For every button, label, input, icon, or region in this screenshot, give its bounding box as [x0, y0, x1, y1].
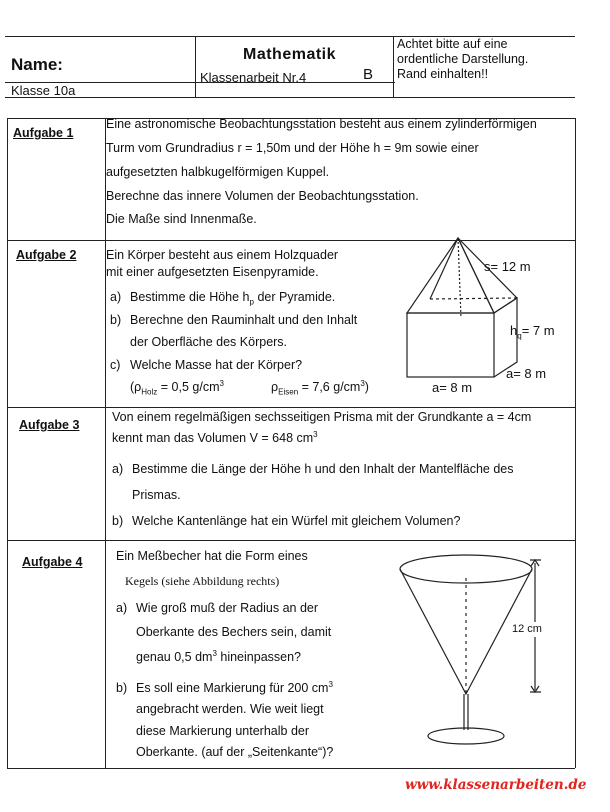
task4-intro-1: Ein Meßbecher hat die Form eines: [116, 549, 308, 563]
task2-b-line-1: Berechne den Rauminhalt und den Inhalt: [130, 313, 358, 327]
class-label: Klasse 10a: [11, 83, 76, 98]
task4-b-line-3: diese Markierung unterhalb der: [136, 724, 310, 738]
task4-b-line-4: Oberkante. (auf der „Seitenkante“)?: [136, 745, 334, 759]
fig-base-label-2: a= 8 m: [506, 366, 547, 381]
task3-a-line-1: Bestimme die Länge der Höhe h und den Inhalt der Mantelfläche des: [132, 462, 514, 476]
task3-line-1: Von einem regelmäßigen sechsseitigen Prisma mit der Grundkante a = 4cm: [112, 410, 532, 424]
task4-b-line-1: Es soll eine Markierung für 200 $cm^3$: [136, 679, 333, 695]
task4-intro-2: Kegels (siehe Abbildung rechts): [125, 574, 280, 588]
exam-title: Klassenarbeit Nr.4: [200, 70, 307, 85]
task2-b-marker: b): [110, 313, 122, 327]
task2-c-text: Welche Masse hat der Körper?: [130, 358, 303, 372]
task2-a-text: Bestimme die Höhe $h_p$ der Pyramide.: [130, 290, 336, 307]
task2-a-marker: a): [110, 290, 122, 304]
task2-intro-1: Ein Körper besteht aus einem Holzquader: [106, 248, 339, 262]
task1-label: Aufgabe 1: [13, 126, 74, 140]
task2-density-holz: ($\rho_{Holz} = 0,5$ $g/cm^3$: [130, 378, 224, 397]
task4-b-marker: b): [116, 681, 128, 695]
cone-height-label: 12 cm: [512, 623, 542, 635]
task3-a-marker: a): [112, 462, 124, 476]
task2-density-eisen: $\rho_{Eisen} = 7,6$ $g/cm^3$): [271, 378, 369, 397]
header-note-3: Rand einhalten!!: [397, 67, 489, 81]
subject-title: Mathematik: [243, 46, 337, 63]
name-label: Name:: [11, 55, 63, 74]
fig-hq-label: $h_q= 7$ m: [510, 323, 555, 341]
task4-a-line-2: Oberkante des Bechers sein, damit: [136, 625, 332, 639]
fig-base-label-1: a= 8 m: [432, 380, 473, 395]
task1-line-4: Berechne das innere Volumen der Beobachtungsstation.: [106, 189, 419, 203]
footer-url[interactable]: www.klassenarbeiten.de: [405, 777, 587, 793]
task4-label: Aufgabe 4: [22, 555, 83, 569]
task3-label: Aufgabe 3: [19, 418, 80, 432]
task2-intro-2: mit einer aufgesetzten Eisenpyramide.: [106, 265, 319, 279]
task4-a-line-1: Wie groß muß der Radius an der: [136, 601, 319, 615]
task1-line-5: Die Maße sind Innenmaße.: [106, 212, 257, 226]
header-note-1: Achtet bitte auf eine: [397, 37, 508, 51]
task3-b-marker: b): [112, 514, 124, 528]
task2-b-line-2: der Oberfläche des Körpers.: [130, 335, 288, 349]
task3-b-text: Welche Kantenlänge hat ein Würfel mit gleichem Volumen?: [132, 514, 461, 528]
task3-line-2: kennt man das Volumen V = 648 $cm^3$: [112, 429, 318, 445]
fig-slant-label: s= 12 m: [484, 259, 531, 274]
task1-line-1: Eine astronomische Beobachtungsstation besteht aus einem zylinderförmigen: [106, 117, 537, 131]
group-letter: B: [363, 66, 374, 83]
task3-a-line-2: Prismas.: [132, 488, 181, 502]
header-note-2: ordentliche Darstellung.: [397, 52, 529, 66]
task4-a-marker: a): [116, 601, 128, 615]
task2-label: Aufgabe 2: [16, 248, 77, 262]
task4-a-line-3: genau 0,5 $dm^3$ hineinpassen?: [136, 648, 302, 664]
task1-line-3: aufgesetzten halbkugelförmigen Kuppel.: [106, 165, 330, 179]
task1-line-2: Turm vom Grundradius r = 1,50m und der Höhe h = 9m sowie einer: [106, 141, 479, 155]
task4-b-line-2: angebracht werden. Wie weit liegt: [136, 702, 324, 716]
task2-c-marker: c): [110, 358, 121, 372]
